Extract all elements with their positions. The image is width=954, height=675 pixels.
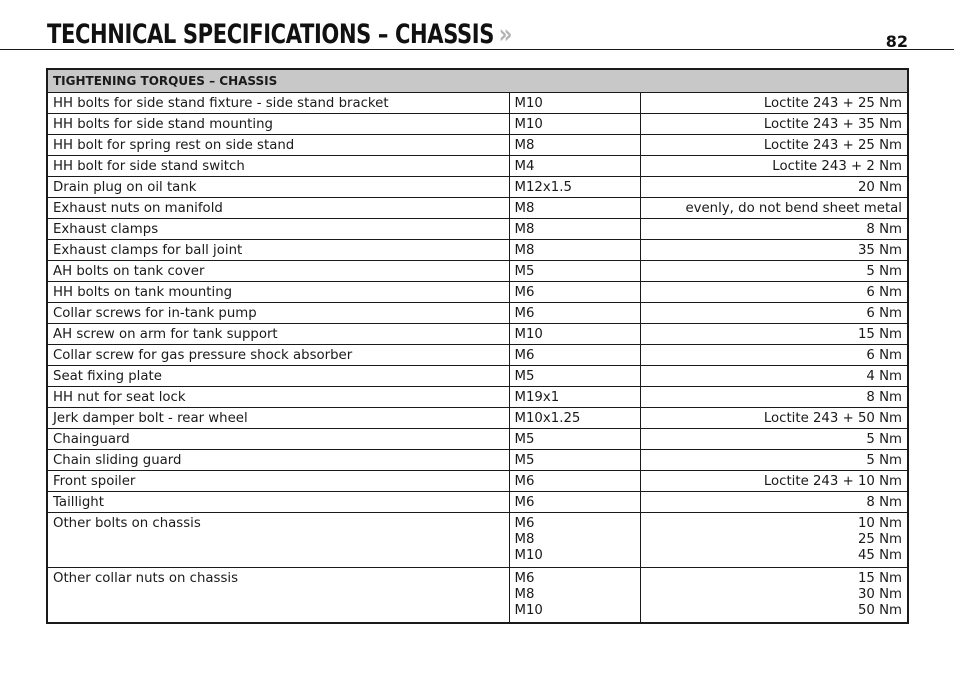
cell-thread	[509, 345, 640, 366]
torque-value: 45 Nm	[857, 548, 902, 563]
cell-torque	[640, 198, 908, 219]
cell-torque	[640, 261, 908, 282]
torque-value: 5 Nm	[866, 264, 902, 279]
thread-value: M6	[514, 495, 535, 510]
torque-value: Loctite 243 + 10 Nm	[763, 474, 902, 489]
cell-torque	[640, 282, 908, 303]
cell-torque	[640, 324, 908, 345]
torque-value: 6 Nm	[866, 306, 902, 321]
cell-description: Front spoiler	[47, 471, 509, 492]
thread-value: M8	[514, 222, 535, 237]
cell-torque	[640, 177, 908, 198]
thread-value: M8	[514, 243, 535, 258]
thread-value: M10x1.25	[514, 411, 581, 426]
torque-value: 5 Nm	[866, 453, 902, 468]
cell-torque	[640, 429, 908, 450]
cell-description: HH bolts on tank mounting	[47, 282, 509, 303]
torque-value: 30 Nm	[857, 587, 902, 602]
cell-thread	[509, 568, 640, 623]
cell-torque	[640, 366, 908, 387]
table-row	[47, 366, 908, 387]
thread-value: M4	[514, 159, 535, 174]
table-row	[47, 198, 908, 219]
cell-description: HH bolt for spring rest on side stand	[47, 135, 509, 156]
cell-torque	[640, 450, 908, 471]
table-row	[47, 471, 908, 492]
table-row	[47, 114, 908, 135]
cell-thread	[509, 219, 640, 240]
table-row	[47, 408, 908, 429]
thread-value: M5	[514, 453, 535, 468]
cell-thread	[509, 114, 640, 135]
torque-value: Loctite 243 + 50 Nm	[763, 411, 902, 426]
cell-description: Exhaust clamps for ball joint	[47, 240, 509, 261]
torque-value: 8 Nm	[866, 495, 902, 510]
table-row	[47, 450, 908, 471]
cell-description: HH bolts for side stand mounting	[47, 114, 509, 135]
table-row	[47, 387, 908, 408]
thread-value: M6	[514, 516, 535, 531]
table-row	[47, 513, 908, 568]
chevron-right-icon: »	[498, 19, 512, 50]
thread-value: M6	[514, 285, 535, 300]
cell-description: Taillight	[47, 492, 509, 513]
thread-value: M10	[514, 603, 543, 618]
torque-value: 50 Nm	[857, 603, 902, 618]
page-title	[47, 18, 512, 52]
cell-thread	[509, 198, 640, 219]
cell-description: Chain sliding guard	[47, 450, 509, 471]
cell-description: Other bolts on chassis	[47, 513, 509, 568]
cell-description: HH bolt for side stand switch	[47, 156, 509, 177]
thread-value: M8	[514, 587, 535, 602]
torque-value: 8 Nm	[866, 390, 902, 405]
torque-value: Loctite 243 + 25 Nm	[763, 138, 902, 153]
cell-description: Chainguard	[47, 429, 509, 450]
table-row	[47, 429, 908, 450]
cell-thread	[509, 387, 640, 408]
torque-value: 10 Nm	[857, 516, 902, 531]
cell-description: Exhaust nuts on manifold	[47, 198, 509, 219]
table-row	[47, 345, 908, 366]
cell-thread	[509, 492, 640, 513]
torque-value: 6 Nm	[866, 348, 902, 363]
torque-value: 35 Nm	[857, 243, 902, 258]
table-row	[47, 261, 908, 282]
thread-value: M10	[514, 117, 543, 132]
cell-thread	[509, 450, 640, 471]
tightening-torques-table	[46, 68, 909, 624]
thread-value: M6	[514, 306, 535, 321]
thread-value: M8	[514, 201, 535, 216]
cell-torque	[640, 114, 908, 135]
table-row	[47, 135, 908, 156]
cell-thread	[509, 261, 640, 282]
table-row	[47, 303, 908, 324]
table-row	[47, 156, 908, 177]
torque-value: 5 Nm	[866, 432, 902, 447]
cell-torque	[640, 492, 908, 513]
cell-description: AH bolts on tank cover	[47, 261, 509, 282]
torque-value: Loctite 243 + 35 Nm	[763, 117, 902, 132]
torque-value: 15 Nm	[857, 571, 902, 586]
cell-thread	[509, 471, 640, 492]
thread-value: M8	[514, 138, 535, 153]
cell-torque	[640, 568, 908, 623]
cell-description: HH nut for seat lock	[47, 387, 509, 408]
thread-value: M6	[514, 571, 535, 586]
cell-description: AH screw on arm for tank support	[47, 324, 509, 345]
thread-value: M6	[514, 474, 535, 489]
torque-value: 4 Nm	[866, 369, 902, 384]
thread-value: M10	[514, 548, 543, 563]
cell-description: Exhaust clamps	[47, 219, 509, 240]
cell-thread	[509, 156, 640, 177]
cell-description: HH bolts for side stand fixture - side stand bracket	[47, 93, 509, 114]
cell-torque	[640, 303, 908, 324]
cell-torque	[640, 240, 908, 261]
cell-torque	[640, 93, 908, 114]
table-row	[47, 240, 908, 261]
cell-torque	[640, 156, 908, 177]
cell-description: Other collar nuts on chassis	[47, 568, 509, 623]
torque-value: Loctite 243 + 25 Nm	[763, 96, 902, 111]
thread-value: M19x1	[514, 390, 560, 405]
cell-description: Seat fixing plate	[47, 366, 509, 387]
cell-thread	[509, 177, 640, 198]
torque-value: 6 Nm	[866, 285, 902, 300]
torque-value: 25 Nm	[857, 532, 902, 547]
page-number: 82	[885, 32, 908, 51]
cell-thread	[509, 429, 640, 450]
cell-description: Collar screw for gas pressure shock absorber	[47, 345, 509, 366]
cell-torque	[640, 135, 908, 156]
cell-torque	[640, 513, 908, 568]
page-title-text: TECHNICAL SPECIFICATIONS – CHASSIS	[47, 19, 495, 50]
thread-value: M5	[514, 432, 535, 447]
thread-value: M8	[514, 532, 535, 547]
cell-description: Collar screws for in-tank pump	[47, 303, 509, 324]
cell-torque	[640, 345, 908, 366]
table-row	[47, 568, 908, 623]
thread-value: M5	[514, 264, 535, 279]
table-row	[47, 492, 908, 513]
cell-thread	[509, 366, 640, 387]
table-row	[47, 93, 908, 114]
thread-value: M10	[514, 96, 543, 111]
torque-value: 8 Nm	[866, 222, 902, 237]
cell-thread	[509, 408, 640, 429]
torque-value: 20 Nm	[857, 180, 902, 195]
cell-torque	[640, 219, 908, 240]
cell-torque	[640, 471, 908, 492]
cell-description: Drain plug on oil tank	[47, 177, 509, 198]
table-body	[47, 93, 908, 623]
cell-thread	[509, 513, 640, 568]
torque-value: evenly, do not bend sheet metal	[685, 201, 902, 216]
cell-thread	[509, 282, 640, 303]
cell-torque	[640, 408, 908, 429]
cell-thread	[509, 240, 640, 261]
table-row	[47, 282, 908, 303]
thread-value: M6	[514, 348, 535, 363]
torque-value: Loctite 243 + 2 Nm	[772, 159, 902, 174]
thread-value: M5	[514, 369, 535, 384]
thread-value: M12x1.5	[514, 180, 572, 195]
cell-thread	[509, 93, 640, 114]
cell-description: Jerk damper bolt - rear wheel	[47, 408, 509, 429]
table-section-header: TIGHTENING TORQUES – CHASSIS	[47, 69, 908, 93]
cell-thread	[509, 324, 640, 345]
cell-torque	[640, 387, 908, 408]
cell-thread	[509, 135, 640, 156]
cell-thread	[509, 303, 640, 324]
torque-value: 15 Nm	[857, 327, 902, 342]
table-row	[47, 177, 908, 198]
table-row	[47, 219, 908, 240]
page-header	[0, 0, 954, 50]
table-row	[47, 324, 908, 345]
thread-value: M10	[514, 327, 543, 342]
